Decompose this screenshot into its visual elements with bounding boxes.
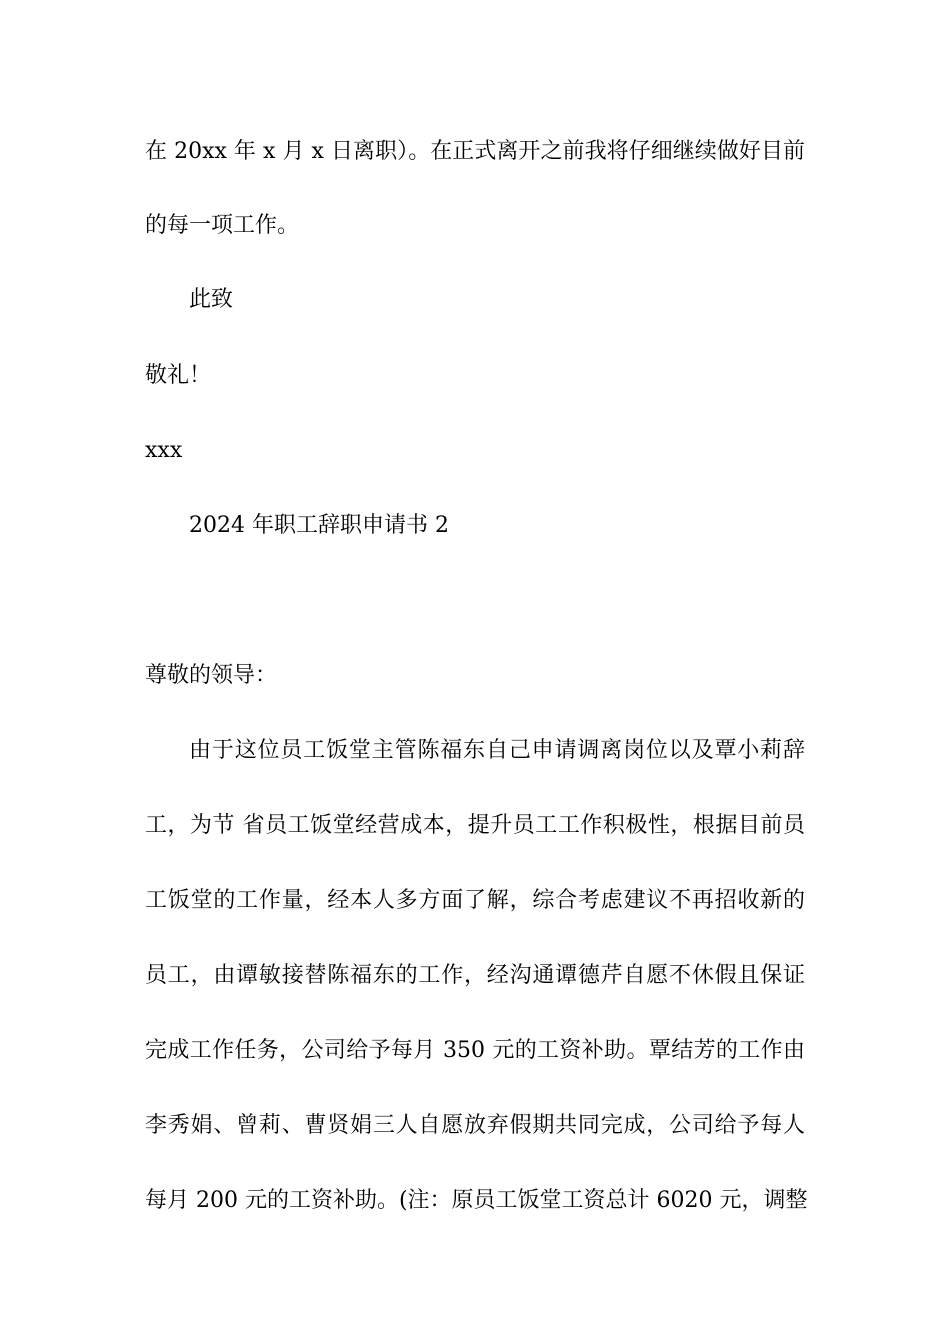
letter-salutation: 尊敬的领导： [145, 663, 278, 688]
paragraph-line: 完成工作任务，公司给予每月 350 元的工资补助。覃结芳的工作由 [145, 1038, 805, 1063]
section-title: 2024 年职工辞职申请书 2 [189, 513, 449, 538]
paragraph-line: 员工，由谭敏接替陈福东的工作，经沟通谭德芹自愿不休假且保证 [145, 963, 805, 988]
paragraph-line: 的每一项工作。 [145, 213, 300, 238]
paragraph-line: 由于这位员工饭堂主管陈福东自己申请调离岗位以及覃小莉辞 [189, 738, 805, 763]
paragraph-line: 每月 200 元的工资补助。(注：原员工饭堂工资总计 6020 元，调整 [145, 1188, 808, 1213]
paragraph-line: 在 20xx 年 x 月 x 日离职）。在正式离开之前我将仔细继续做好目前 [145, 139, 805, 164]
paragraph-line: 李秀娟、曾莉、曹贤娟三人自愿放弃假期共同完成，公司给予每人 [145, 1113, 805, 1138]
paragraph-line: 工饭堂的工作量，经本人多方面了解，综合考虑建议不再招收新的 [145, 888, 805, 913]
closing-regards: 敬礼！ [145, 363, 212, 388]
closing-salutation: 此致 [189, 287, 234, 312]
paragraph-line: 工，为节 省员工饭堂经营成本，提升员工工作积极性，根据目前员 [145, 813, 805, 838]
signature-name: xxx [145, 438, 183, 463]
